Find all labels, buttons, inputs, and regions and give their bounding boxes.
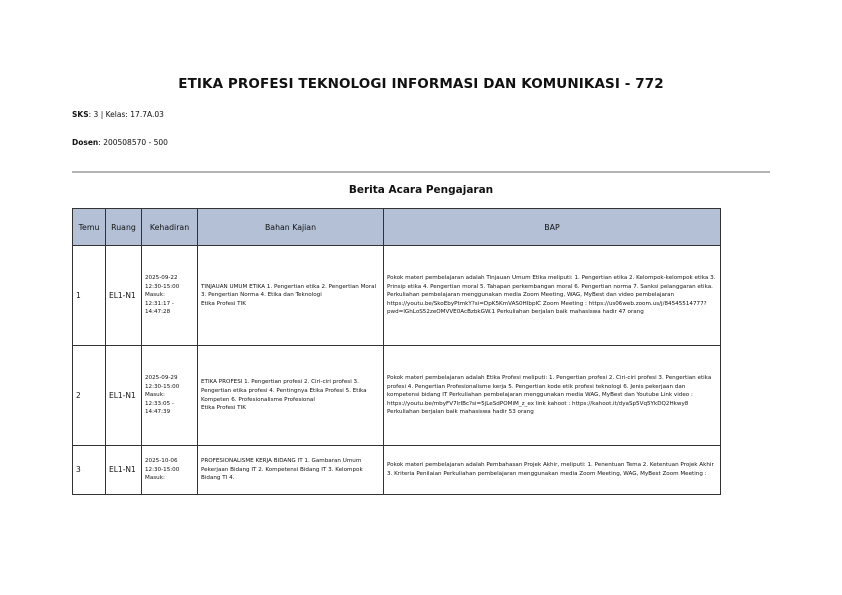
header-bahan-kajian: Bahan Kajian — [198, 209, 384, 246]
course-info — [72, 110, 164, 119]
meeting-number: 3 — [73, 446, 106, 495]
attendance-cell — [142, 446, 198, 495]
meeting-number: 2 — [73, 346, 106, 446]
topic-text: TINJAUAN UMUM ETIKA 1. Pengertian etika 2. Pengertian Moral 3. Pengertian Norma 4. Etika dan Teknologi — [201, 283, 377, 299]
header-kehadiran: Kehadiran — [142, 209, 198, 246]
check-in-label: Masuk: — [145, 392, 165, 399]
dosen-value: : 200508570 - 500 — [98, 138, 168, 147]
attendance-cell — [142, 346, 198, 446]
table-row — [73, 446, 721, 495]
lecturer-info — [72, 138, 168, 147]
room: EL1-N1 — [106, 246, 142, 346]
topic-cell — [198, 346, 384, 446]
room: EL1-N1 — [106, 346, 142, 446]
table-header-row — [73, 209, 721, 246]
topic-text: PROFESIONALISME KERJA BIDANG IT 1. Gambaran Umum Pekerjaan Bidang IT 2. Kompetensi Bidang IT 3. Kelompok Bidang TI 4. — [201, 458, 363, 482]
course-title: ETIKA PROFESI TEKNOLOGI INFORMASI DAN KOMUNIKASI - 772 — [178, 76, 664, 92]
bap-cell: Pokok materi pembelajaran adalah Etika Profesi meliputi: 1. Pengertian profesi 2. Ciri-ciri profesi 3. Pengertian etika profesi 4. Pengertian Profesionalisme kerja 5. Pengertian kode etik profesi teknologi 6. Jenis pekerjaan dan kompetensi bidang IT Perkuliahan pembelajaran menggunakan media WAG, MyBest dan Youtube Link video : https://youtu.be/mbyFV7lrIBc?si=5jLeSdPOMiM_z_ex link kahoot : https://kahoot.it/dyaSp5Vq5YkDQ2Hkwy8 Perkuliahan berjalan baik mahasiswa hadir 53 orang — [384, 346, 721, 446]
table-row — [73, 246, 721, 346]
attendance-cell — [142, 246, 198, 346]
kelas-value: : 17.7A.03 — [125, 110, 164, 119]
check-in-time: 12:31:17 - — [145, 300, 174, 307]
meeting-date: 2025-09-22 — [145, 274, 178, 281]
check-out-time: 14:47:39 — [145, 409, 171, 416]
topic-subject: Etika Profesi TIK — [201, 300, 246, 307]
header-bap: BAP — [384, 209, 721, 246]
dosen-label: Dosen — [72, 138, 99, 147]
sks-value: : 3 — [88, 110, 99, 119]
topic-cell — [198, 246, 384, 346]
sks-label: SKS — [72, 110, 89, 119]
table-row — [73, 346, 721, 446]
kelas-label: | Kelas — [100, 110, 126, 119]
header-ruang: Ruang — [106, 209, 142, 246]
topic-subject: Etika Profesi TIK — [201, 405, 246, 412]
check-in-label: Masuk: — [145, 475, 165, 482]
section-title: Berita Acara Pengajaran — [348, 184, 494, 196]
topic-cell — [198, 446, 384, 495]
check-out-time: 14:47:28 — [145, 309, 171, 316]
check-in-time: 12:33:05 - — [145, 400, 174, 407]
teaching-record-table — [72, 208, 721, 495]
meeting-date: 2025-10-06 — [145, 458, 178, 465]
meeting-time: 12:30-15:00 — [145, 383, 180, 390]
meeting-number: 1 — [73, 246, 106, 346]
divider — [72, 171, 770, 173]
check-in-label: Masuk: — [145, 292, 165, 299]
meeting-time: 12:30-15:00 — [145, 466, 180, 473]
meeting-time: 12:30-15:00 — [145, 283, 180, 290]
bap-cell: Pokok materi pembelajaran adalah Tinjauan Umum Etika meliputi: 1. Pengertian etika 2. Kelompok-kelompok etika 3. Prinsip etika 4. Pengertian moral 5. Tahapan perkembangan moral 6. Pengertian norma 7. Sanksi pelanggaran etika. Perkuliahan pembelajaran menggunakan media Zoom Meeting, WAG, MyBest dan video pembelajaran https://youtu.be/SkoEbyPtmkY?si=DpK5KmVAS0HIbpIC Zoom Meeting : https://us06web.zoom.us/j/84545514777?pwd=lGhLoS52zeOMVVE0AcBzbkGW.1 Perkuliahan berjalan baik mahasiswa hadir 47 orang — [384, 246, 721, 346]
meeting-date: 2025-09-29 — [145, 374, 178, 381]
bap-cell: Pokok materi pembelajaran adalah Pembahasan Projek Akhir, meliputi: 1. Penentuan Tema 2. Ketentuan Projek Akhir 3. Kriteria Penilaian Perkuliahan pembelajaran menggunakan media Zoom Meeting, WAG, MyBest Zoom Meeting : — [384, 446, 721, 495]
header-temu: Temu — [73, 209, 106, 246]
room: EL1-N1 — [106, 446, 142, 495]
topic-text: ETIKA PROFESI 1. Pengertian profesi 2. Ciri-ciri profesi 3. Pengertian etika profesi 4. Pentingnya Etika Profesi 5. Etika Kompeten 6. Profesionalisme Profesional — [201, 379, 367, 403]
